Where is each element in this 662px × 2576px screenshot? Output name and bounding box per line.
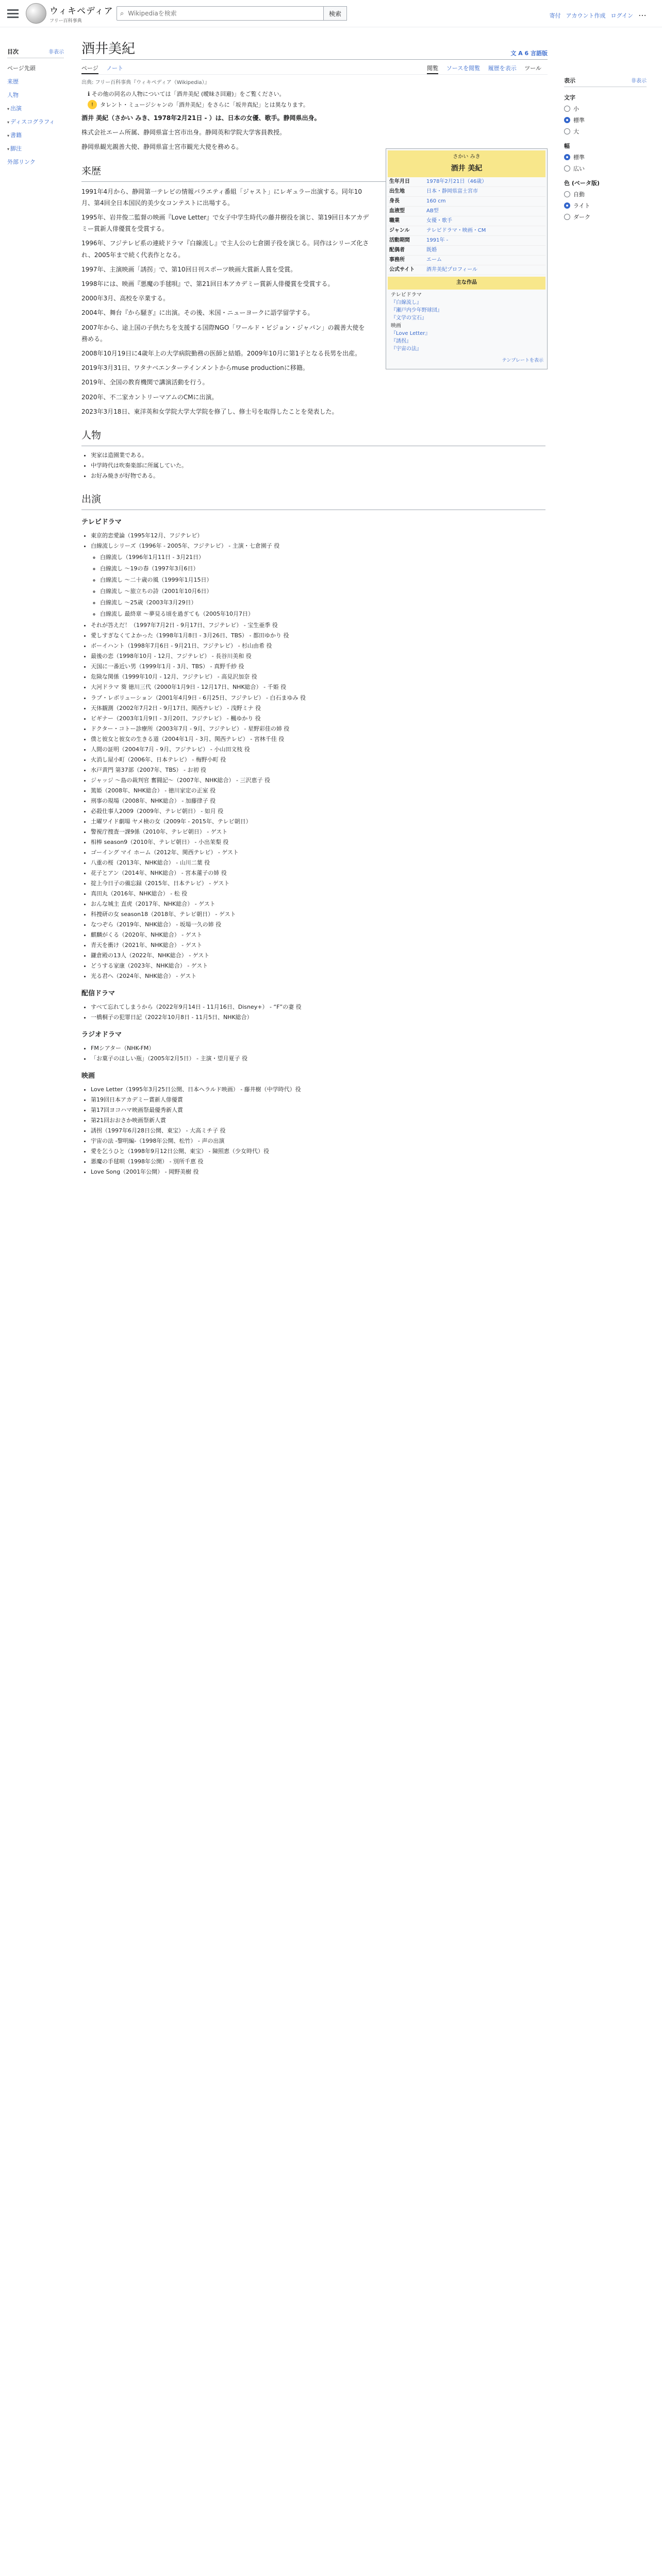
infobox-key: 事務所: [389, 257, 405, 263]
toc-item-label: 人物: [7, 92, 19, 98]
history-paragraph: 2019年3月31日、ワタナベエンターテインメントからmuse productionに移籍。: [81, 364, 309, 372]
infobox: [386, 148, 548, 369]
main-content: [81, 27, 548, 1178]
appearance-title: 表示: [564, 77, 575, 84]
color-option[interactable]: [564, 213, 647, 221]
history-paragraph: 2019年、全国の教育機関で講演活動を行う。: [81, 379, 209, 386]
radio-button-icon[interactable]: [564, 202, 570, 209]
search-button[interactable]: 検索: [324, 6, 347, 21]
lead-paragraph-2: 株式会社エーム所属、静岡県富士宮市出身。静岡英和学院大学客員教授。: [81, 129, 286, 137]
infobox-name: 酒井 美紀: [451, 164, 483, 173]
film-item[interactable]: • 第19回日本アカデミー賞新人俳優賞: [91, 1095, 548, 1105]
infobox-work[interactable]: 『誘拐』: [391, 338, 411, 344]
infobox-value[interactable]: 酒井美紀プロフィール: [426, 267, 477, 273]
page-title: 酒井美紀: [81, 41, 136, 56]
tv-drama-item[interactable]: • 人間の証明（2004年7月 - 9月、フジテレビ） - 小山田文枝 役: [91, 744, 548, 755]
color-option[interactable]: [564, 201, 647, 210]
chevron-down-icon[interactable]: ▾: [7, 147, 10, 151]
history-paragraph: 1996年、フジテレビ系の連続ドラマ『白線流し』で主人公の七倉園子役を演じる。同作はシリーズ化され、2005年まで続く代表作となる。: [81, 240, 369, 259]
infobox-key: 身長: [389, 198, 400, 205]
infobox-row: [388, 207, 545, 216]
tv-drama-item[interactable]: • おんな城主 直虎（2017年、NHK総合） - ゲスト: [91, 899, 548, 909]
infobox-work[interactable]: 『宇宙の法』: [391, 346, 422, 352]
infobox-key: 職業: [389, 218, 400, 224]
film-item[interactable]: • 誘拐（1997年6月28日公開、東宝） - 大高ミチ子 役: [91, 1126, 548, 1136]
logo-title: ウィキペディア: [49, 6, 113, 16]
radio-drama-item[interactable]: • 「お菓子のほしい瓶」（2005年2月5日） - 主演・望月夏子 役: [91, 1054, 548, 1064]
tab-tools[interactable]: ツール: [524, 65, 541, 72]
color-option-label: 自動: [573, 191, 585, 198]
toc-item-label: 脚注: [10, 145, 22, 152]
toc-header: [7, 47, 64, 58]
radio-button-icon[interactable]: [564, 214, 570, 220]
film-item[interactable]: • Love Song（2001年公開） - 岡野美樹 役: [91, 1167, 548, 1177]
infobox-row: [388, 226, 545, 236]
appearance-panel: [564, 72, 647, 224]
language-button[interactable]: 文 A 6 言語版: [510, 50, 548, 57]
radio-button-icon[interactable]: [564, 117, 570, 123]
infobox-key: 公式サイト: [389, 267, 415, 273]
tv-drama-item[interactable]: • 愛しすぎなくてよかった（1998年1月8日 - 3月26日、TBS） - 都田ゆかり 役: [91, 631, 548, 641]
hatnote-text: その他の同名の人物については「酒井美紀 (曖昧さ回避)」をご覧ください。: [91, 91, 285, 97]
toc-item-label: ディスコグラフィ: [10, 118, 55, 125]
infobox-row: [388, 177, 545, 187]
toc-item[interactable]: [7, 101, 64, 115]
search-input[interactable]: [127, 9, 315, 18]
tv-drama-item[interactable]: • どうする家康（2023年、NHK総合） - ゲスト: [91, 961, 548, 971]
subheading-radio: ラジオドラマ: [81, 1031, 122, 1039]
infobox-row: [388, 187, 545, 197]
tv-drama-item[interactable]: • 真田丸（2016年、NHK総合） - 松 役: [91, 889, 548, 899]
infobox-value[interactable]: 1978年2月21日（46歳）: [426, 179, 487, 185]
tv-drama-item[interactable]: ◦ 白線流し ～19の春（1997年3月6日）: [100, 564, 548, 574]
history-paragraph: 1991年4月から、静岡第一テレビの情報バラエティ番組「ジャスト」にレギュラー出演する。同年10月、第4回全日本国民的美少女コンテストに出場する。: [81, 188, 362, 207]
page-source-line: 出典: フリー百科事典『ウィキペディア（Wikipedia）』: [81, 80, 210, 86]
tv-drama-item[interactable]: • ジャッジ ～島の裁判官 奮闘記～（2007年、NHK総合） - 三沢恵子 役: [91, 775, 548, 786]
tv-drama-item[interactable]: • ボーイハント（1998年7月6日 - 9月21日、フジテレビ） - 杉山由希 役: [91, 641, 548, 651]
logo-subtitle: フリー百科事典: [49, 18, 82, 24]
infobox-value[interactable]: 160 cm: [426, 198, 446, 205]
toc-item[interactable]: [7, 128, 64, 142]
chevron-down-icon[interactable]: ▾: [7, 120, 10, 125]
tv-drama-item[interactable]: • 天体観測（2002年7月2日 - 9月17日、関西テレビ） - 浅野ミナ 役: [91, 703, 548, 714]
history-paragraph: 1998年には、映画『悪魔の手毬唄』で、第21回日本アカデミー賞新人俳優賞を受賞する。: [81, 280, 334, 288]
donate-link[interactable]: 寄付: [549, 12, 561, 19]
infobox-key: 生年月日: [389, 179, 410, 185]
tv-drama-item[interactable]: • 警視庁捜査一課9係（2010年、テレビ朝日） - ゲスト: [91, 827, 548, 837]
web-drama-item[interactable]: • 一橋桐子の犯罪日記（2022年10月8日 - 11月5日、NHK総合）: [91, 1012, 548, 1023]
search-form: [117, 6, 347, 21]
tv-drama-item[interactable]: • 最後の恋（1998年10月 - 12月、フジテレビ） - 長谷川美和 役: [91, 651, 548, 662]
lead-paragraph: [81, 112, 370, 124]
tv-drama-item-sublist: [91, 552, 548, 563]
toc-hide-button[interactable]: 非表示: [48, 49, 64, 55]
toc-item[interactable]: [7, 75, 64, 88]
infobox-row: [388, 256, 545, 265]
width-option[interactable]: [564, 153, 647, 161]
tv-drama-item[interactable]: ◦ 白線流し ～二十歳の風（1999年1月15日）: [100, 575, 548, 585]
infobox-value[interactable]: AB型: [426, 208, 439, 214]
text-size-option-label: 小: [573, 106, 579, 112]
infobox-key: 出生地: [389, 189, 405, 195]
film-item[interactable]: • 第21回おおさか映画祭新人賞: [91, 1115, 548, 1126]
film-item[interactable]: • 宇宙の法 -黎明編-（1998年公開、松竹） - 声の出演: [91, 1136, 548, 1146]
section-heading-appearances: 出演: [81, 490, 545, 510]
infobox-value[interactable]: テレビドラマ・映画・CM: [426, 228, 486, 234]
person-item[interactable]: • 実家は造園業である。: [91, 450, 548, 461]
toc-item[interactable]: [7, 115, 64, 128]
tv-drama-item[interactable]: • ゴーイング マイ ホーム（2012年、関西テレビ） - ゲスト: [91, 848, 548, 858]
toc-item-label: 来歴: [7, 78, 19, 85]
login-link[interactable]: ログイン: [610, 12, 633, 19]
film-item[interactable]: • 愛を乞うひと（1998年9月12日公開、東宝） - 陳照恵（少女時代）役: [91, 1146, 548, 1157]
infobox-kana: さかい みき: [453, 154, 481, 160]
color-option[interactable]: [564, 190, 647, 198]
tv-drama-item[interactable]: • 掟上今日子の備忘録（2015年、日本テレビ） - ゲスト: [91, 878, 548, 889]
site-logo[interactable]: [26, 3, 113, 24]
tv-drama-item[interactable]: • 火消し屋小町（2006年、日本テレビ） - 梅野小町 役: [91, 755, 548, 765]
infobox-template-link[interactable]: テンプレートを表示: [502, 358, 543, 363]
search-icon: ⌕: [120, 9, 124, 18]
infobox-key: ジャンル: [389, 228, 410, 234]
tab-talk[interactable]: ノート: [106, 65, 123, 72]
notice-text: タレント・ミュージシャンの「酒井美紀」をさらに「坂井真紀」とは異なります。: [100, 101, 309, 108]
tv-drama-item[interactable]: • 東京的恋愛論（1995年12月、フジテレビ）: [91, 531, 548, 541]
radio-button-icon[interactable]: [564, 165, 570, 172]
subheading-tv: テレビドラマ: [81, 518, 122, 527]
lead-paragraph-3: 静岡県観光親善大使、静岡県富士宮市観光大使を務める。: [81, 143, 243, 151]
infobox-work: テレビドラマ: [391, 292, 422, 298]
site-header: [0, 0, 662, 27]
page-tabs: [81, 64, 548, 75]
tv-drama-item[interactable]: ◦ 白線流し（1996年1月11日 - 3月21日）: [100, 552, 548, 563]
tv-drama-item[interactable]: ◦ 白線流し ～25歳（2003年3月29日）: [100, 598, 548, 608]
toc-item[interactable]: [7, 88, 64, 101]
subheading-web-drama: 配信ドラマ: [81, 989, 115, 997]
width-option[interactable]: [564, 164, 647, 173]
infobox-work: 映画: [391, 323, 401, 329]
tv-drama-item[interactable]: • 白線流しシリーズ（1996年 - 2005年、フジテレビ） - 主演・七倉園子 役: [91, 541, 548, 551]
history-paragraph: 2020年、不二家カントリーマアムのCMに出演。: [81, 393, 218, 401]
infobox-value[interactable]: 1991年 -: [426, 238, 449, 244]
tv-drama-item-sublist: [91, 609, 548, 619]
more-options-icon[interactable]: ⋯: [638, 10, 647, 20]
tv-drama-item[interactable]: • ラブ・レボリューション（2001年4月9日 - 6月25日、フジテレビ） - 白石まゆみ 役: [91, 693, 548, 703]
tv-drama-item-sublist: [91, 564, 548, 574]
film-item[interactable]: • 悪魔の手毬唄（1998年公開） - 別所千恵 役: [91, 1157, 548, 1167]
infobox-section-title: 主な作品: [388, 277, 545, 290]
toc-item[interactable]: [7, 61, 64, 75]
tab-history[interactable]: 履歴を表示: [488, 65, 517, 72]
tv-drama-item[interactable]: • 大河ドラマ 葵 徳川三代（2000年1月9日 - 12月17日、NHK総合） - 千姫 役: [91, 682, 548, 692]
tv-drama-item[interactable]: • 刑事の現場（2008年、NHK総合） - 加藤律子 役: [91, 796, 548, 806]
toc-item[interactable]: [7, 142, 64, 155]
infobox-row: [388, 236, 545, 246]
tv-drama-item[interactable]: • 天国に一番近い男（1999年1月 - 3月、TBS） - 真野千紗 役: [91, 662, 548, 672]
notice-box: [81, 100, 548, 109]
appearance-hide-button[interactable]: 非表示: [631, 78, 647, 84]
tv-drama-item[interactable]: ◦ 白線流し ～旅立ちの詩（2001年10月6日）: [100, 586, 548, 597]
toc-item[interactable]: [7, 155, 64, 168]
tv-drama-item[interactable]: • 土曜ワイド劇場 ヤメ検の女（2009年 - 2015年、テレビ朝日）: [91, 817, 548, 827]
radio-button-icon[interactable]: [564, 191, 570, 197]
history-paragraph: 2004年、舞台『から騒ぎ』に出演。その後、米国・ニューヨークに語学留学する。: [81, 309, 314, 317]
history-paragraph: 2008年10月19日に4歳年上の大学病院勤務の医師と結婚。2009年10月に第1子となる長男を出産。: [81, 349, 361, 357]
tv-drama-item[interactable]: • ドクター・コトー診療所（2003年7月 - 9月、フジテレビ） - 星野彩佳の姉 役: [91, 724, 548, 734]
infobox-key: 配偶者: [389, 247, 405, 253]
infobox-key: 活動期間: [389, 238, 410, 244]
tv-drama-item[interactable]: • 危険な関係（1999年10月 - 12月、フジテレビ） - 高見沢加奈 役: [91, 672, 548, 682]
infobox-work[interactable]: 『白線流し』: [391, 299, 422, 306]
tab-page[interactable]: ページ: [81, 65, 98, 74]
infobox-work[interactable]: 『文学の宝石』: [391, 315, 427, 321]
toc-item-label: 出演: [10, 105, 22, 112]
radio-button-icon[interactable]: [564, 128, 570, 134]
infobox-work[interactable]: 『Love Letter』: [391, 330, 431, 336]
tv-drama-item-sublist: [91, 586, 548, 597]
tv-drama-item-sublist: [91, 598, 548, 608]
tv-drama-item[interactable]: • 青天を衝け（2021年、NHK総合） - ゲスト: [91, 940, 548, 951]
infobox-value[interactable]: エーム: [426, 257, 442, 263]
section-heading-person: 人物: [81, 427, 545, 446]
tv-drama-item[interactable]: • 光る君へ（2024年、NHK総合） - ゲスト: [91, 971, 548, 981]
film-item[interactable]: • Love Letter（1995年3月25日公開、日本ヘラルド映画） - 藤井樹（中学時代）役: [91, 1084, 548, 1095]
color-label: 色 (ベータ版): [564, 180, 600, 187]
history-paragraph: 2007年から、途上国の子供たちを支援する国際NGO「ワールド・ビジョン・ジャパン」の親善大使を務める。: [81, 324, 365, 343]
tv-drama-item[interactable]: • 鎌倉殿の13人（2022年、NHK総合） - ゲスト: [91, 951, 548, 961]
tv-drama-item[interactable]: • 篤姫（2008年、NHK総合） - 徳川家定の正室 役: [91, 786, 548, 796]
history-paragraph: 2023年3月18日、東洋英和女学院大学大学院を修了し、修士号を取得したことを発表した。: [81, 408, 338, 415]
infobox-row: [388, 246, 545, 256]
infobox-key: 血液型: [389, 208, 405, 214]
menu-icon[interactable]: [7, 7, 19, 20]
info-icon: ℹ: [88, 91, 92, 97]
hatnote: [81, 90, 548, 98]
infobox-row: [388, 197, 545, 207]
tv-drama-item[interactable]: • 麒麟がくる（2020年、NHK総合） - ゲスト: [91, 930, 548, 940]
tv-drama-item[interactable]: • 必殺仕事人2009（2009年、テレビ朝日） - 如月 役: [91, 806, 548, 817]
tv-drama-item[interactable]: • それが答えだ！（1997年7月2日 - 9月17日、フジテレビ） - 宝生亜季 役: [91, 620, 548, 631]
chevron-down-icon[interactable]: ▾: [7, 133, 10, 138]
width-label: 幅: [564, 143, 570, 149]
radio-button-icon[interactable]: [564, 154, 570, 160]
globe-logo-icon: [26, 3, 46, 24]
tv-drama-item-sublist: [91, 575, 548, 585]
tv-drama-item[interactable]: • 水戸黄門 第37部（2007年、TBS） - お初 役: [91, 765, 548, 775]
tv-drama-item[interactable]: • ビギナー（2003年1月9日 - 3月20日、フジテレビ） - 楓ゆかり 役: [91, 714, 548, 724]
radio-button-icon[interactable]: [564, 106, 570, 112]
tv-drama-item[interactable]: • 科捜研の女 season18（2018年、テレビ朝日） - ゲスト: [91, 909, 548, 920]
infobox-value[interactable]: 日本・静岡県富士宮市: [426, 189, 478, 195]
infobox-work[interactable]: 『瀬戸内少年野球団』: [391, 307, 442, 313]
text-size-option[interactable]: [564, 116, 647, 124]
infobox-value[interactable]: 女優・歌手: [426, 218, 452, 224]
tab-read[interactable]: 閲覧: [427, 65, 438, 74]
header-links: [550, 10, 647, 20]
tv-drama-item[interactable]: • 僕と彼女と彼女の生きる道（2004年1月 - 3月、関西テレビ） - 宮林千佳 役: [91, 734, 548, 744]
width-option-label: 標準: [573, 154, 585, 161]
text-size-label: 文字: [564, 94, 575, 101]
color-option-label: ライト: [573, 202, 590, 209]
chevron-down-icon[interactable]: ▾: [7, 107, 10, 111]
width-option-label: 広い: [573, 165, 585, 172]
lead-text: 酒井 美紀（さかい みき、1978年2月21日 - ）は、日本の女優、歌手。静岡県出身。: [81, 114, 321, 122]
text-size-option[interactable]: [564, 105, 647, 113]
warning-icon: !: [88, 100, 97, 109]
infobox-value[interactable]: 既婚: [426, 247, 437, 253]
toc-item-label: ページ先頭: [7, 65, 36, 72]
tv-drama-item[interactable]: • 花子とアン（2014年、NHK総合） - 宮本蓮子の姉 役: [91, 868, 548, 878]
film-item[interactable]: • 第17回ヨコハマ映画祭最優秀新人賞: [91, 1105, 548, 1115]
history-paragraph: 1995年、岩井俊二監督の映画『Love Letter』で女子中学生時代の藤井樹役を演じ、第19回日本アカデミー賞新人俳優賞を受賞する。: [81, 214, 369, 233]
create-account-link[interactable]: アカウント作成: [566, 12, 606, 19]
toc-item-label: 書籍: [10, 132, 22, 139]
text-size-option[interactable]: [564, 127, 647, 135]
color-option-label: ダーク: [573, 214, 590, 221]
text-size-option-label: 標準: [573, 117, 585, 124]
tv-drama-item[interactable]: • なつぞら（2019年、NHK総合） - 坂場一久の姉 役: [91, 920, 548, 930]
toc-title: 目次: [7, 48, 19, 55]
radio-drama-item[interactable]: • FMシアター（NHK-FM）: [91, 1043, 548, 1054]
toc-item-label: 外部リンク: [7, 159, 36, 165]
tv-drama-item[interactable]: • 相棒 season9（2010年、テレビ朝日） - 小出茉梨 役: [91, 837, 548, 848]
toc-sidebar: [7, 43, 64, 168]
tv-drama-item[interactable]: ◦ 白線流し 最終章 ～夢見る頃を過ぎても（2005年10月7日）: [100, 609, 548, 619]
text-size-option-label: 大: [573, 128, 579, 135]
person-item[interactable]: • お好み焼きが好物である。: [91, 471, 548, 481]
history-paragraph: 2000年3月、高校を卒業する。: [81, 295, 170, 302]
infobox-row: [388, 265, 545, 275]
tv-drama-item[interactable]: • 八重の桜（2013年、NHK総合） - 山川二葉 役: [91, 858, 548, 868]
infobox-row: [388, 216, 545, 226]
section-heading-history: 来歴: [81, 162, 545, 182]
tab-view-source[interactable]: ソースを閲覧: [446, 65, 481, 72]
history-paragraph: 1997年、主演映画「誘拐」で、第10回日刊スポーツ映画大賞新人賞を受賞。: [81, 265, 297, 273]
web-drama-item[interactable]: • すべて忘れてしまうから（2022年9月14日 - 11月16日、Disney+） - “F”の妻 役: [91, 1002, 548, 1012]
subheading-film: 映画: [81, 1072, 95, 1080]
person-item[interactable]: • 中学時代は吹奏楽部に所属していた。: [91, 461, 548, 471]
